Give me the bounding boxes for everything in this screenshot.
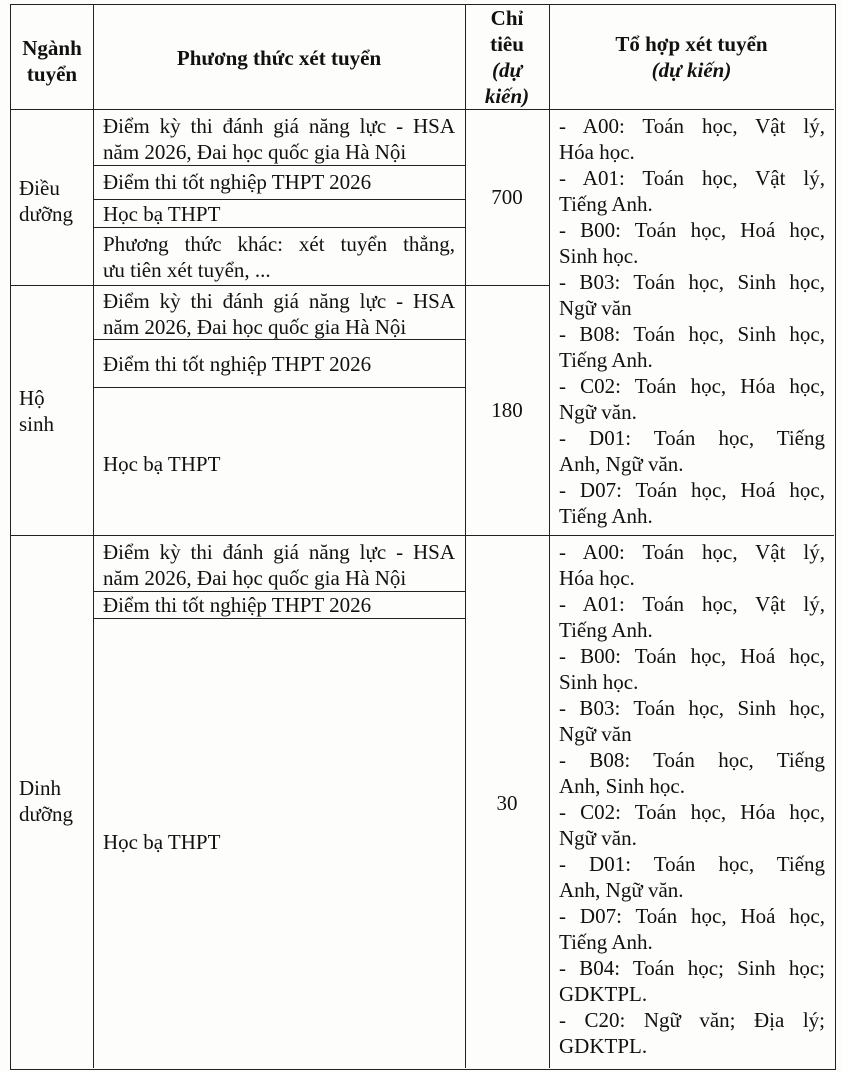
- combo-line: Ngữ văn.: [559, 400, 637, 424]
- combo-line: Ngữ văn: [559, 722, 632, 746]
- row-divider: [93, 199, 465, 200]
- column-divider: [465, 5, 466, 1068]
- combo-line: - C20: Ngữ văn; Địa lý;: [559, 1008, 825, 1032]
- group-divider: [11, 535, 834, 536]
- row-divider: [93, 618, 465, 619]
- combo-line: - D01: Toán học, Tiếng: [559, 852, 825, 876]
- combo-line: Sinh học.: [559, 244, 639, 268]
- method-line: năm 2026, Đai học quốc gia Hà Nội: [103, 315, 407, 339]
- method-cell: Điểm thi tốt nghiệp THPT 2026: [103, 170, 372, 194]
- quota-value: 30: [496, 791, 518, 815]
- combo-item: [559, 165, 825, 217]
- method-cell: Học bạ THPT: [103, 830, 221, 854]
- combo-line: - C02: Toán học, Hóa học,: [559, 374, 825, 398]
- method-line: Điểm kỳ thi đánh giá năng lực - HSA: [103, 114, 455, 138]
- combo-line: Sinh học.: [559, 670, 639, 694]
- header-quota: [465, 5, 549, 109]
- method-cell: Điểm thi tốt nghiệp THPT 2026: [103, 352, 372, 376]
- combo-line: - B08: Toán học, Tiếng: [559, 748, 825, 772]
- method-line: ưu tiên xét tuyển, ...: [103, 258, 271, 282]
- combo-line: Ngữ văn.: [559, 826, 637, 850]
- method-line: Điểm kỳ thi đánh giá năng lực - HSA: [103, 540, 455, 564]
- method-line: Phương thức khác: xét tuyển thẳng,: [103, 232, 455, 256]
- combo-item: [559, 425, 825, 477]
- method-cell: [103, 539, 455, 591]
- combo-item: [559, 591, 825, 643]
- combo-line: - B03: Toán học, Sinh học,: [559, 696, 825, 720]
- combo-line: - D07: Toán học, Hoá học,: [559, 904, 825, 928]
- combo-line: - B04: Toán học; Sinh học;: [559, 956, 825, 980]
- combo-line: - A01: Toán học, Vật lý,: [559, 592, 825, 616]
- combo-item: [559, 799, 825, 851]
- combo-line: - B03: Toán học, Sinh học,: [559, 270, 825, 294]
- combo-line: - D01: Toán học, Tiếng: [559, 426, 825, 450]
- combo-line: GDKTPL.: [559, 982, 648, 1006]
- combo-item: [559, 217, 825, 269]
- row-divider: [93, 227, 465, 228]
- method-cell: [103, 288, 455, 340]
- method-cell: [103, 113, 455, 165]
- quota-value: 700: [491, 185, 523, 209]
- combo-item: [559, 955, 825, 1007]
- combo-item: [559, 695, 825, 747]
- combo-line: Tiếng Anh.: [559, 930, 653, 954]
- combo-line: Tiếng Anh.: [559, 348, 653, 372]
- combos-list: [559, 539, 825, 1059]
- header-major-line: tuyển: [26, 62, 78, 86]
- major-name-line: Hộ: [19, 386, 45, 410]
- major-name: [19, 385, 54, 437]
- major-name-line: dưỡng: [19, 202, 73, 226]
- major-name-line: Dinh: [19, 776, 61, 800]
- header-major-line: Ngành: [22, 36, 82, 60]
- combo-line: Anh, Sinh học.: [559, 774, 685, 798]
- header-combos-line: (dự kiến): [651, 58, 732, 82]
- major-name-line: Điều: [19, 176, 60, 200]
- row-divider: [93, 165, 465, 166]
- combo-line: - C02: Toán học, Hóa học,: [559, 800, 825, 824]
- header-quota-line: tiêu: [490, 32, 524, 56]
- major-name: [19, 175, 73, 227]
- combo-line: Hóa học.: [559, 140, 635, 164]
- method-cell: Điểm thi tốt nghiệp THPT 2026: [103, 593, 372, 617]
- method-line: năm 2026, Đai học quốc gia Hà Nội: [103, 140, 407, 164]
- combo-item: [559, 851, 825, 903]
- row-divider: [93, 387, 465, 388]
- combo-item: [559, 269, 825, 321]
- header-divider: [11, 109, 834, 110]
- column-divider: [549, 5, 550, 1068]
- header-method: Phương thức xét tuyển: [176, 46, 382, 70]
- quota-value: 180: [491, 398, 523, 422]
- method-line: Điểm kỳ thi đánh giá năng lực - HSA: [103, 289, 455, 313]
- header-quota-line: kiến): [484, 84, 530, 108]
- major-name-line: dưỡng: [19, 802, 73, 826]
- method-cell: Học bạ THPT: [103, 452, 221, 476]
- combo-line: - D07: Toán học, Hoá học,: [559, 478, 825, 502]
- header-combos: [549, 31, 834, 83]
- group-divider: [11, 285, 549, 286]
- combo-item: [559, 539, 825, 591]
- combo-line: - B08: Toán học, Sinh học,: [559, 322, 825, 346]
- header-quota-line: Chỉ: [490, 6, 524, 30]
- combo-line: - B00: Toán học, Hoá học,: [559, 218, 825, 242]
- combos-list: [559, 113, 825, 529]
- combo-line: Anh, Ngữ văn.: [559, 878, 684, 902]
- combo-item: [559, 477, 825, 529]
- combo-line: - A01: Toán học, Vật lý,: [559, 166, 825, 190]
- header-major: [11, 35, 93, 87]
- combo-line: Anh, Ngữ văn.: [559, 452, 684, 476]
- combo-item: [559, 643, 825, 695]
- combo-item: [559, 747, 825, 799]
- combo-line: Tiếng Anh.: [559, 618, 653, 642]
- admission-table: [10, 4, 836, 1070]
- combo-item: [559, 903, 825, 955]
- major-name-line: sinh: [19, 412, 55, 436]
- combo-line: Tiếng Anh.: [559, 504, 653, 528]
- combo-line: - B00: Toán học, Hoá học,: [559, 644, 825, 668]
- method-cell: Học bạ THPT: [103, 202, 221, 226]
- combo-line: Tiếng Anh.: [559, 192, 653, 216]
- header-combos-line: Tổ hợp xét tuyển: [615, 32, 768, 56]
- combo-line: Ngữ văn: [559, 296, 632, 320]
- combo-item: [559, 113, 825, 165]
- major-name: [19, 775, 73, 827]
- combo-item: [559, 1007, 825, 1059]
- combo-line: Hóa học.: [559, 566, 635, 590]
- header-quota-line: (dự: [491, 58, 523, 82]
- combo-item: [559, 373, 825, 425]
- combo-line: - A00: Toán học, Vật lý,: [559, 540, 825, 564]
- combo-line: GDKTPL.: [559, 1034, 648, 1058]
- method-line: năm 2026, Đai học quốc gia Hà Nội: [103, 566, 407, 590]
- combo-item: [559, 321, 825, 373]
- combo-line: - A00: Toán học, Vật lý,: [559, 114, 825, 138]
- method-cell: [103, 231, 455, 283]
